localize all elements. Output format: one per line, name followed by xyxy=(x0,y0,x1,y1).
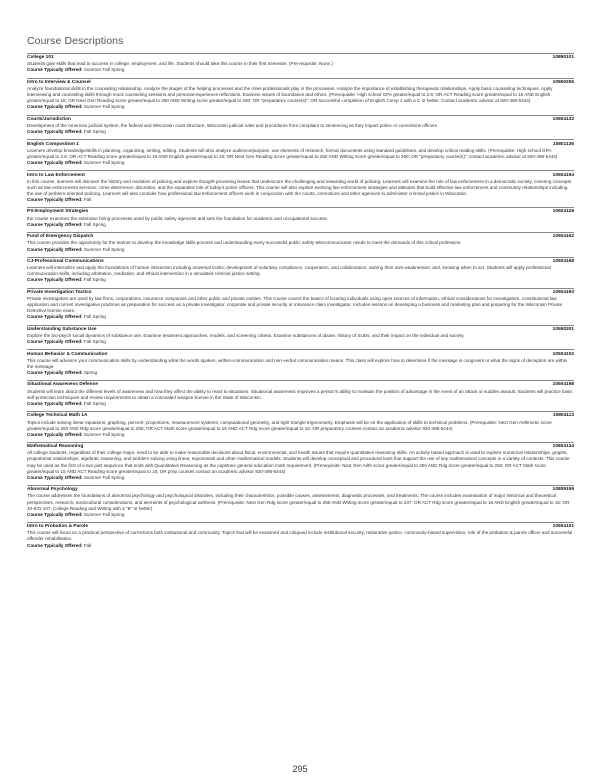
course-number: 10804134 xyxy=(552,444,574,450)
offered-terms: Fall Spring xyxy=(83,277,106,283)
course-description: Students gain skills that lead to success in college, employment, and life. Students should take this course in their first semester. (Pre-requisite: None.) xyxy=(27,61,333,67)
course-entry xyxy=(27,139,574,166)
course-description: Development of the American judicial system, the federal and Wisconsin court structure, Wisconsin judicial rules and procedures from complaint to sentencing as they impact police or corrections officers. xyxy=(27,123,439,129)
course-entry xyxy=(27,232,574,253)
course-number: 10809159 xyxy=(552,487,574,493)
course-description: In this course, learners will discover the history and evolution of policing and explore thought-provoking issues that underscore the challenging and rewarding world of policing. Learners will examine the role of law enforcement in a democratic society, covering concepts such as law enforcement services; crime deterrence; discretion, and the expanded role of today's police officers. This course will also explore evolving law enforcement strategies and attitudes that build effective law enforcement and community relationships including the use of problem-oriented policing. Learners will also consider how professional law enforcement officers work in conjunction with the courts, corrections and other agencies to administer criminal justice in Wisconsin. xyxy=(27,178,572,196)
course-entry xyxy=(27,288,574,321)
offered-label: Course Typically Offered: xyxy=(27,339,83,345)
course-entry xyxy=(27,349,574,376)
offered-terms: Summer Fall Spring xyxy=(83,104,125,110)
course-entry xyxy=(27,170,574,203)
page-title: Course Descriptions xyxy=(27,35,124,47)
course-number: 10504101 xyxy=(552,524,574,530)
course-offered-line xyxy=(27,339,574,345)
course-name: English Composition 1 xyxy=(27,141,79,147)
course-number: 10504193 xyxy=(552,289,574,295)
course-entry xyxy=(27,325,574,346)
course-offered-line xyxy=(27,277,574,283)
course-entry xyxy=(27,257,574,284)
page-number: 295 xyxy=(292,764,308,774)
course-number: 10504198 xyxy=(552,382,574,388)
course-entry xyxy=(27,207,574,228)
course-entry xyxy=(27,411,574,438)
course-entry xyxy=(27,485,574,518)
course-entry xyxy=(27,78,574,111)
course-number: 10504194 xyxy=(552,172,574,178)
course-number: 10804113 xyxy=(552,413,574,419)
course-entry xyxy=(27,442,574,481)
offered-label: Course Typically Offered: xyxy=(27,431,83,437)
offered-label: Course Typically Offered: xyxy=(27,369,83,375)
course-offered-line xyxy=(27,543,574,549)
offered-terms: Summer Fall Spring xyxy=(83,67,125,73)
course-name: Abnormal Psychology xyxy=(27,487,78,493)
course-number: 10504102 xyxy=(552,351,574,357)
course-offered-line xyxy=(27,129,574,135)
course-number: 10504128 xyxy=(552,209,574,215)
offered-label: Course Typically Offered: xyxy=(27,542,83,548)
offered-label: Course Typically Offered: xyxy=(27,129,83,135)
course-name: Understanding Substance Use xyxy=(27,326,97,332)
course-offered-line xyxy=(27,247,574,253)
course-offered-line xyxy=(27,197,574,203)
course-description: This course provides the opportunity for the learner to develop the knowledge skills process and understanding every successful public safety telecommunicator needs to meet the demands of this critical profession. xyxy=(27,240,462,246)
course-list xyxy=(27,53,574,549)
course-name: Intro to Law Enforcement xyxy=(27,172,85,178)
course-entry xyxy=(27,115,574,136)
course-name: Intro to Probation & Parole xyxy=(27,524,89,530)
course-offered-line xyxy=(27,475,574,481)
offered-label: Course Typically Offered: xyxy=(27,67,83,73)
course-number: 10504168 xyxy=(552,259,574,265)
offered-label: Course Typically Offered: xyxy=(27,221,83,227)
offered-terms: Fall Spring xyxy=(83,339,106,345)
offered-label: Course Typically Offered: xyxy=(27,197,83,203)
offered-label: Course Typically Offered: xyxy=(27,400,83,406)
offered-terms: Fall xyxy=(83,197,92,203)
course-name: College 101 xyxy=(27,55,54,61)
course-description: Private investigators are used by law firms, corporations, insurance companies and other public and private entities. This course covers the basics of locating individuals using open sources of information, ethical considerations for investigators, constitutional law application and current investigative practices as preparation for success as a private investigator, corporate and private security or insurance claim investigator. Includes lessons on developing a business and marketing plan and preparing for the Wisconsin Private Detective license exam. xyxy=(27,296,563,314)
course-description: The course addresses the foundations of abnormal psychology and psychological disorders, including their characteristics, possible causes, assessments, diagnostic processes, and treatments. The course includes examination of major historical and theoretical perspectives, research, sociocultural considerations, and elements of psychological wellness. (Prerequisite: Next Gen Rdg score greater/equal to 250 AND Writing score greater/equal to 237; OR ACT Rdg score greater/equal to 16 AND English greater/equal to 15; OR 10-831-107, College Reading and Writing with a "B" or better). xyxy=(27,493,570,511)
offered-label: Course Typically Offered: xyxy=(27,314,83,320)
course-name: Private Investigation Tactics xyxy=(27,289,92,295)
course-description: All college students, regardless of their college major, need to be able to make reasonable decisions about fiscal, environmental, and health issues that require quantitative reasoning skills. An activity based approach is used to explore numerical relationships, graphs, proportional relationships, algebraic reasoning, and problem solving using linear, exponential and other mathematical models. Students will develop conceptual and procedural tools that support the use of key mathematical concepts in a variety of contexts. This course may be used as the first of a two part sequence that ends with Quantitative Reasoning as the capstone general education math requirement. (Prerequisite: Next Gen Arith score greater/equal to 250 AND Rdg score greater/equal to 250; OR ACT Math score greater/equal to 15 AND ACT Reading score greater/equal to 16; OR prep courses contact an academic advisor 920-498-5444) xyxy=(27,450,570,474)
course-description: This course will focus on a practical perspective of corrections both institutional and community. Topics that will be examined and critiqued include institutional security, restorative justice, community-based supervision, role of the probation & parole officer and successful offender rehabilitation. xyxy=(27,530,573,542)
course-description: Learners will internalize and apply the foundations of human interaction including universal truths; development of voluntary compliance, cooperation, and collaboration; owning their own weaknesses; and, knowing when to act. Students will apply professional communication skills, including arbitration, mediation, and ethical intervention in a simulated criminal justice setting. xyxy=(27,265,551,277)
course-description: Analyze foundational skills in the counseling relationship. Analyze the stages of the helping processes and the roles professionals play in the processes. Analyze the importance of establishing therapeutic relationships. Apply basic counseling techniques. Apply interviewing and counseling skills through mock counseling sessions and personal-experience reflections. Examine issues of boundaries and ethics. (Prerequisite: High school GPA greater/equal to 2.6; OR ACT Reading score greater/equal to 16 AND English greater/equal to 18; OR Next Gen Reading score greater/equal to 250 AND Writing score greater/equal to 260; OR "preparatory course(s)"; OR successful completion of English Comp 1 with a C or better. Contact academic advisor at 920-498-5444) xyxy=(27,86,553,104)
course-offered-line xyxy=(27,67,574,73)
course-name: Fund of Emergency Dispatch xyxy=(27,234,94,240)
course-description: This course will advance your communication skills by understanding what the words spoken, written-communication and non-verbal communication means. This class will explore how to determine if the message is congruent or what the signs of deception are within the message. xyxy=(27,357,568,369)
offered-terms: Summer Fall Spring xyxy=(83,160,125,166)
course-name: PS-Employment Strategies xyxy=(27,209,89,215)
course-description: Students will learn about the different levels of awareness and how they affect the ability to react to situations. Situational awareness improves a person's ability to maintain the position of advantage in the event of an attack or sudden assault. Students will practice basic self-protection techniques and review requirements to obtain a concealed weapon license in the State of Wisconsin. xyxy=(27,388,573,400)
course-offered-line xyxy=(27,512,574,518)
course-offered-line xyxy=(27,370,574,376)
offered-terms: Fall Spring xyxy=(83,221,106,227)
course-number: 10550206 xyxy=(552,79,574,85)
offered-terms: Fall Spring xyxy=(83,314,106,320)
course-name: College Technical Math 1A xyxy=(27,413,88,419)
offered-label: Course Typically Offered: xyxy=(27,246,83,252)
course-name: Courts/Jurisdiction xyxy=(27,116,71,122)
course-description: the course examines the extensive hiring processes used by public safety agencies and sets the foundation for academic and occupational success. xyxy=(27,215,329,221)
offered-terms: Fall xyxy=(83,542,92,548)
course-number: 10550201 xyxy=(552,326,574,332)
offered-label: Course Typically Offered: xyxy=(27,104,83,110)
course-name: Mathematical Reasoning xyxy=(27,444,84,450)
course-offered-line xyxy=(27,432,574,438)
course-entry xyxy=(27,522,574,549)
course-description: Topics include solving linear equations; graphing, percent; proportions, measurement systems; computational geometry, and right triangle trigonometry. Emphasis will be on the application of skills to technical problems. (Prerequisite: Next Gen Arithmetic score greater/equal to 250 AND Rdg score greater/equal to 250; OR ACT Math score greater/equal to 15 AND ACT Rdg score greater/equal to 16; OR preparatory courses-contact an academic advisor 920-498-5444) xyxy=(27,419,552,431)
course-name: CJ-Professional Communications xyxy=(27,259,104,265)
course-number: 10890101 xyxy=(552,55,574,61)
offered-label: Course Typically Offered: xyxy=(27,474,83,480)
course-entry xyxy=(27,380,574,407)
offered-terms: Summer Fall Spring xyxy=(83,431,125,437)
course-name: Intro to Interview & Counsel xyxy=(27,79,91,85)
course-name: Human Behavior & Communication xyxy=(27,351,108,357)
course-offered-line xyxy=(27,104,574,110)
course-number: 10504162 xyxy=(552,234,574,240)
offered-terms: Summer Fall Spring xyxy=(83,511,125,517)
course-description: Learners develop knowledge/skills in planning, organizing, writing, editing. Students will also analyze audience/purpose, use elements of research, format documents using standard guidelines, and develop critical reading skills. (Prerequisite: High school GPA greater/equal to 2.6; OR ACT Reading score greater/equal to 16 AND English greater/equal to 18; OR Next Gen Reading score greater/equal to 250 AND Writing score greater/equal to 260; OR "preparatory course(s)"; contact academic advisor at 920-498-5444) xyxy=(27,147,558,159)
offered-terms: Summer Fall Spring xyxy=(83,474,125,480)
course-name: Situational Awareness Defense xyxy=(27,382,98,388)
course-description: Explore the bio-psych social dynamics of substance use. Examine treatment approaches, models, and screening criteria. Examine substances of abuse, history of SUDs, and their impact on the individual and society. xyxy=(27,333,465,339)
offered-terms: Fall Spring xyxy=(83,400,106,406)
offered-terms: Spring xyxy=(83,369,98,375)
offered-label: Course Typically Offered: xyxy=(27,511,83,517)
course-number: 10504132 xyxy=(552,116,574,122)
course-offered-line xyxy=(27,160,574,166)
offered-terms: Fall Spring xyxy=(83,129,106,135)
offered-label: Course Typically Offered: xyxy=(27,160,83,166)
course-offered-line xyxy=(27,314,574,320)
course-offered-line xyxy=(27,222,574,228)
course-offered-line xyxy=(27,401,574,407)
offered-label: Course Typically Offered: xyxy=(27,277,83,283)
course-entry xyxy=(27,53,574,74)
course-number: 10801136 xyxy=(552,141,574,147)
offered-terms: Summer Fall Spring xyxy=(83,246,125,252)
